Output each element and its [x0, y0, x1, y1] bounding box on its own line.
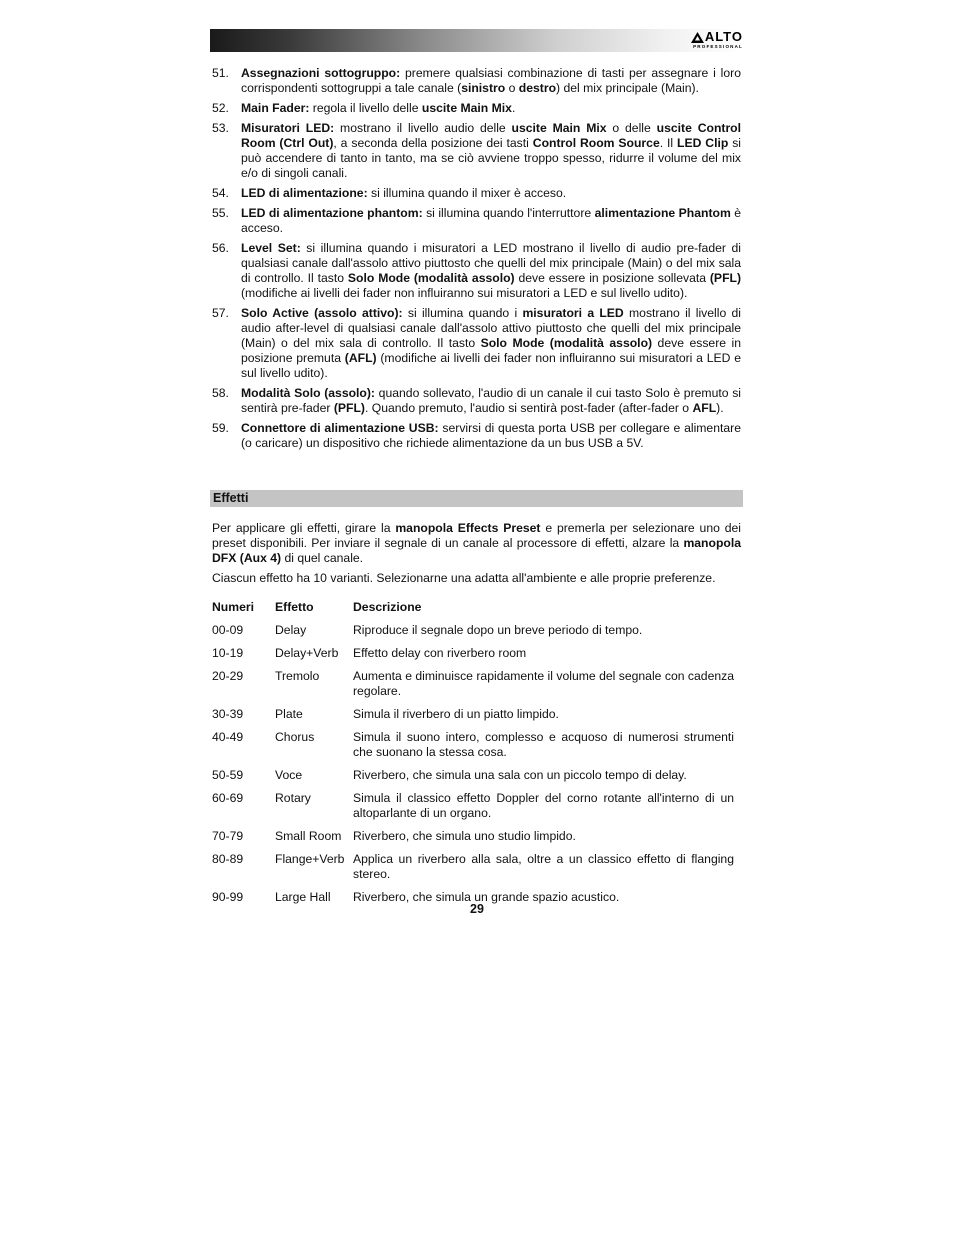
list-item-number: 56.: [212, 241, 229, 255]
list-item-text: Misuratori LED: mostrano il livello audio delle uscite Main Mix o delle uscite Control Room (Ctrl Out), a seconda della posizione dei tasti Control Room Source. Il LED Clip si può accendere di tanto in tanto, ma se ciò avviene troppo spesso, ridurre il volume del mix e/o di singoli canali.: [241, 121, 742, 180]
cell-descrizione: Simula il suono intero, complesso e acquoso di numerosi strumenti che suonano la stessa cosa.: [353, 730, 734, 759]
section-header-effetti: [210, 490, 743, 507]
table-row: [212, 669, 741, 699]
cell-effetto: Chorus: [275, 730, 315, 744]
cell-effetto: Plate: [275, 707, 303, 721]
list-item: [212, 186, 741, 201]
cell-descrizione: Riverbero, che simula un grande spazio acustico.: [353, 890, 620, 904]
list-item-number: 59.: [212, 421, 229, 435]
list-item: [212, 421, 741, 451]
paragraph: Ciascun effetto ha 10 varianti. Selezionarne una adatta all'ambiente e alle proprie preferenze.: [212, 571, 716, 585]
list-item: [212, 241, 741, 301]
cell-descrizione: Riverbero, che simula uno studio limpido.: [353, 829, 576, 843]
effects-table: [212, 600, 741, 913]
table-row: [212, 791, 741, 821]
list-item-number: 57.: [212, 306, 229, 320]
cell-effetto: Delay: [275, 623, 307, 637]
list-item-text: Level Set: si illumina quando i misuratori a LED mostrano il livello di audio pre-fader di qualsiasi canale dall'assolo attivo piuttosto che quelli del mix principale (Main) o del mix sala di controllo. Il tasto Solo Mode (modalità assolo) deve essere in posizione sollevata (PFL) (modifiche ai livelli dei fader non influiranno sui misuratori a LED e sul livello udito).: [241, 241, 742, 300]
cell-descrizione: Applica un riverbero alla sala, oltre a un classico effetto di flanging stereo.: [353, 852, 734, 881]
header-effetto: Effetto: [275, 600, 314, 614]
section-title: Effetti: [213, 491, 249, 505]
table-row: [212, 852, 741, 882]
list-item: [212, 66, 741, 96]
cell-numeri: 10-19: [212, 646, 244, 660]
list-item: [212, 206, 741, 236]
cell-numeri: 80-89: [212, 852, 244, 866]
list-item-text: Solo Active (assolo attivo): si illumina quando i misuratori a LED mostrano il livello di audio after-level di qualsiasi canale dall'assolo attivo piuttosto che quelli del mix principale (Main) o del mix sala di controllo. Il tasto Solo Mode (modalità assolo) deve essere in posizione premuta (AFL) (modifiche ai livelli dei fader non influiranno sui misuratori a LED e sul livello udito).: [241, 306, 741, 380]
list-item: [212, 101, 741, 116]
intro-text: [212, 521, 741, 591]
paragraph: Per applicare gli effetti, girare la manopola Effects Preset e premerla per selezionare uno dei preset disponibili. Per inviare il segnale di un canale al processore di effetti, alzare la manopola DFX (Aux 4) di quel canale.: [212, 521, 741, 565]
logo-subtitle: PROFESSIONAL: [693, 44, 743, 49]
table-row: [212, 768, 741, 783]
header-bar: [210, 29, 743, 52]
table-row: [212, 730, 741, 760]
table-row: [212, 623, 741, 638]
list-item-text: LED di alimentazione: si illumina quando il mixer è acceso.: [241, 186, 567, 200]
cell-effetto: Tremolo: [275, 669, 320, 683]
header-numeri: Numeri: [212, 600, 254, 614]
cell-numeri: 50-59: [212, 768, 244, 782]
cell-numeri: 00-09: [212, 623, 244, 637]
logo-triangle-icon: [691, 32, 704, 43]
list-item-number: 51.: [212, 66, 229, 80]
list-item-text: Assegnazioni sottogruppo: premere qualsiasi combinazione di tasti per assegnare i loro corrispondenti sottogruppi a tale canale (sinistro o destro) del mix principale (Main).: [241, 66, 741, 95]
cell-descrizione: Riproduce il segnale dopo un breve periodo di tempo.: [353, 623, 643, 637]
cell-numeri: 90-99: [212, 890, 244, 904]
table-row: [212, 829, 741, 844]
cell-numeri: 40-49: [212, 730, 244, 744]
cell-numeri: 30-39: [212, 707, 244, 721]
list-item-number: 53.: [212, 121, 229, 135]
list-item-text: Connettore di alimentazione USB: servirsi di questa porta USB per collegare e alimentare (o caricare) un dispositivo che richiede alimentazione da un bus USB a 5V.: [241, 421, 741, 450]
cell-descrizione: Simula il classico effetto Doppler del corno rotante all'interno di un altoparlante di un organo.: [353, 791, 734, 820]
header-descrizione: Descrizione: [353, 600, 422, 614]
cell-numeri: 60-69: [212, 791, 244, 805]
list-item-number: 54.: [212, 186, 229, 200]
cell-descrizione: Aumenta e diminuisce rapidamente il volume del segnale con cadenza regolare.: [353, 669, 734, 698]
table-row: [212, 646, 741, 661]
cell-effetto: Voce: [275, 768, 303, 782]
cell-descrizione: Riverbero, che simula una sala con un piccolo tempo di delay.: [353, 768, 687, 782]
cell-effetto: Rotary: [275, 791, 311, 805]
numbered-list: [212, 66, 741, 456]
list-item-text: Main Fader: regola il livello delle uscite Main Mix.: [241, 101, 516, 115]
list-item-number: 52.: [212, 101, 229, 115]
list-item: [212, 306, 741, 381]
list-item: [212, 121, 741, 181]
list-item-text: Modalità Solo (assolo): quando sollevato, l'audio di un canale il cui tasto Solo è premuto si sentirà pre-fader (PFL). Quando premuto, l'audio si sentirà post-fader (after-fader o AFL).: [241, 386, 741, 415]
list-item-number: 58.: [212, 386, 229, 400]
cell-numeri: 20-29: [212, 669, 244, 683]
cell-descrizione: Effetto delay con riverbero room: [353, 646, 527, 660]
cell-effetto: Flange+Verb: [275, 852, 345, 866]
cell-numeri: 70-79: [212, 829, 244, 843]
table-row: [212, 707, 741, 722]
logo-wordmark: ALTO: [704, 29, 743, 44]
alto-logo: [681, 29, 743, 52]
list-item: [212, 386, 741, 416]
cell-effetto: Small Room: [275, 829, 342, 843]
page-number: 29: [470, 902, 484, 916]
list-item-number: 55.: [212, 206, 229, 220]
list-item-text: LED di alimentazione phantom: si illumina quando l'interruttore alimentazione Phantom è acceso.: [241, 206, 742, 235]
table-header-row: [212, 600, 741, 615]
cell-effetto: Delay+Verb: [275, 646, 339, 660]
cell-descrizione: Simula il riverbero di un piatto limpido.: [353, 707, 559, 721]
cell-effetto: Large Hall: [275, 890, 331, 904]
